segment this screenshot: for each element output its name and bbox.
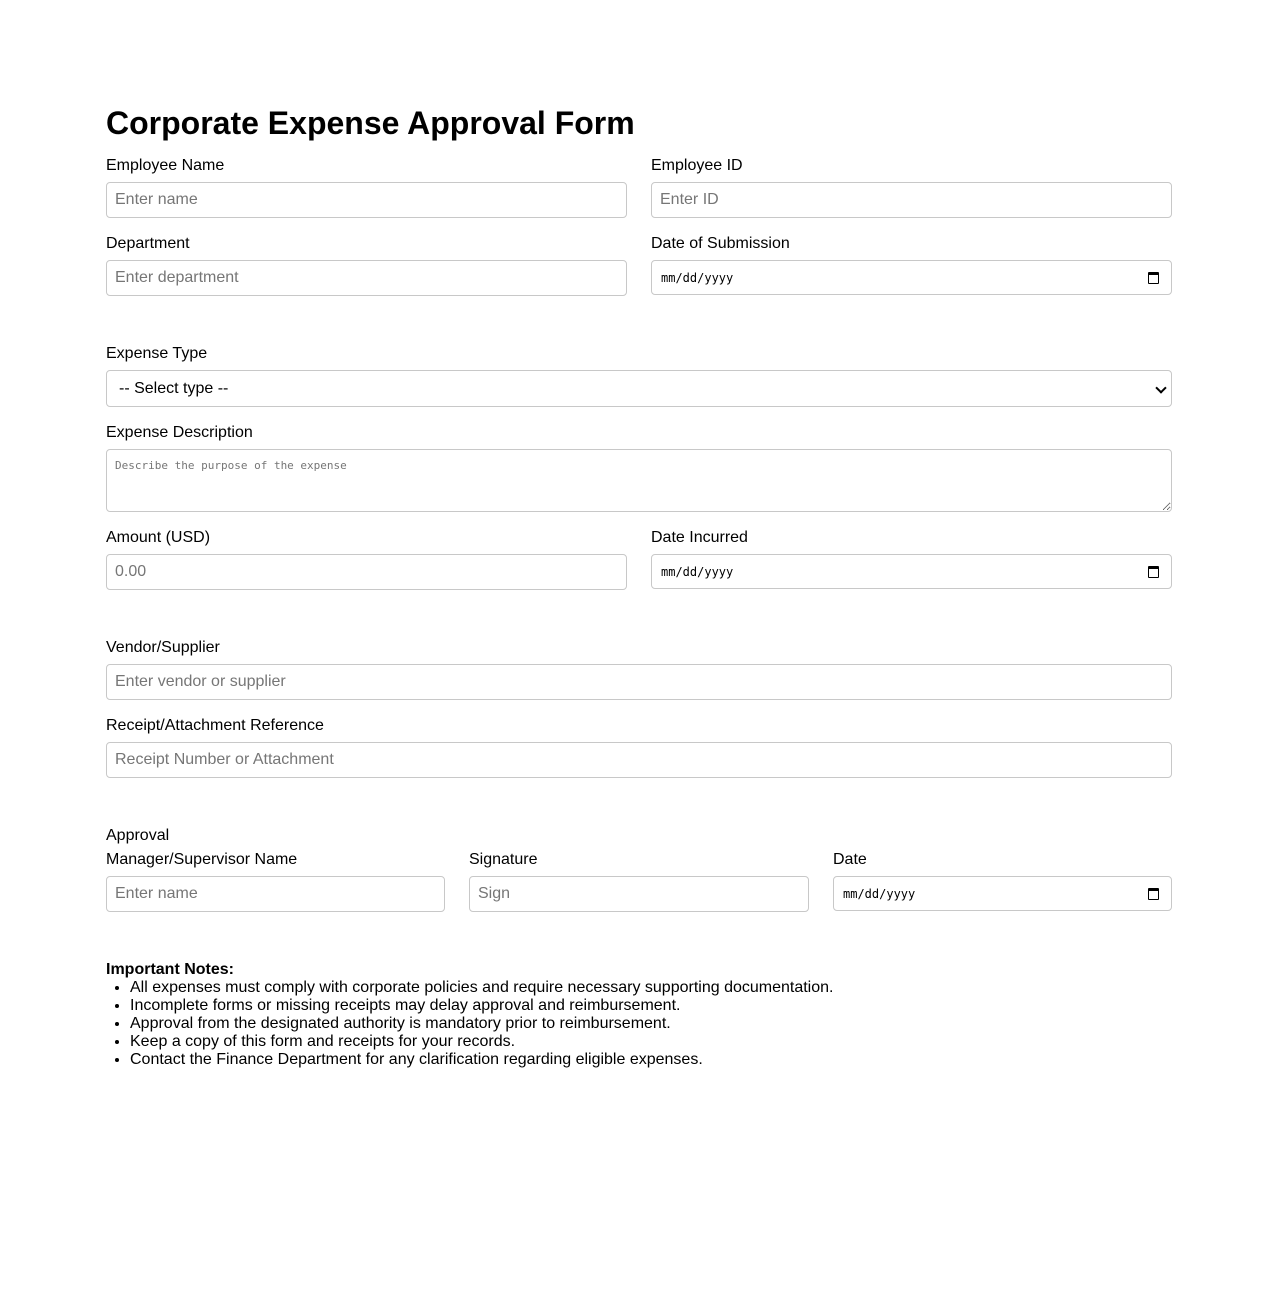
department-field	[106, 235, 627, 296]
vendor-input[interactable]	[106, 664, 1172, 700]
receipt-field	[106, 717, 1172, 778]
expense-description-field	[106, 424, 1172, 512]
expense-type-label: Expense Type	[106, 345, 208, 362]
list-item: • Keep a copy of this form and receipts for your records.	[130, 1033, 1172, 1051]
calendar-icon[interactable]	[1148, 888, 1159, 900]
calendar-icon[interactable]	[1148, 272, 1159, 284]
receipt-input[interactable]	[106, 742, 1172, 778]
manager-name-input[interactable]	[106, 876, 445, 912]
amount-input[interactable]	[106, 554, 627, 590]
signature-field	[469, 851, 809, 912]
employee-name-label: Employee Name	[106, 157, 225, 174]
signature-input[interactable]	[469, 876, 809, 912]
important-notes	[106, 961, 1172, 1069]
vendor-field	[106, 639, 1172, 700]
employee-id-label: Employee ID	[651, 157, 743, 174]
approval-section-title: Approval	[106, 827, 170, 844]
list-item: • Incomplete forms or missing receipts may delay approval and reimbursement.	[130, 997, 1172, 1015]
vendor-label: Vendor/Supplier	[106, 639, 220, 656]
calendar-icon[interactable]	[1148, 566, 1159, 578]
expense-type-select[interactable]	[106, 370, 1172, 407]
expense-description-label: Expense Description	[106, 424, 253, 441]
department-input[interactable]	[106, 260, 627, 296]
date-of-submission-input[interactable]	[651, 260, 1172, 295]
date-of-submission-value: mm/dd/yyyy	[661, 270, 734, 285]
expense-type-field	[106, 345, 1172, 407]
employee-id-input[interactable]	[651, 182, 1172, 218]
manager-name-label: Manager/Supervisor Name	[106, 851, 298, 868]
date-of-submission-label: Date of Submission	[651, 235, 790, 252]
list-item: • All expenses must comply with corporate policies and require necessary supporting documentation.	[130, 979, 1172, 997]
notes-list	[106, 979, 1172, 1069]
approval-date-input[interactable]	[833, 876, 1172, 911]
manager-name-field	[106, 851, 445, 912]
list-item: • Contact the Finance Department for any clarification regarding eligible expenses.	[130, 1051, 1172, 1069]
department-label: Department	[106, 235, 190, 252]
approval-date-value: mm/dd/yyyy	[843, 886, 916, 901]
page-title: Corporate Expense Approval Form	[106, 105, 635, 141]
employee-id-field	[651, 157, 1172, 218]
notes-title: Important Notes:	[106, 961, 234, 978]
chevron-down-icon	[1155, 382, 1166, 393]
employee-name-input[interactable]	[106, 182, 627, 218]
employee-name-field	[106, 157, 627, 218]
signature-label: Signature	[469, 851, 538, 868]
amount-field	[106, 529, 627, 590]
list-item: • Approval from the designated authority is mandatory prior to reimbursement.	[130, 1015, 1172, 1033]
date-incurred-value: mm/dd/yyyy	[661, 564, 734, 579]
date-incurred-label: Date Incurred	[651, 529, 748, 546]
receipt-label: Receipt/Attachment Reference	[106, 717, 324, 734]
approval-date-label: Date	[833, 851, 867, 868]
approval-date-field	[833, 851, 1172, 911]
expense-description-textarea[interactable]	[106, 449, 1172, 512]
amount-label: Amount (USD)	[106, 529, 211, 546]
date-incurred-field	[651, 529, 1172, 589]
date-incurred-input[interactable]	[651, 554, 1172, 589]
expense-type-selected: -- Select type --	[119, 379, 229, 397]
date-of-submission-field	[651, 235, 1172, 295]
